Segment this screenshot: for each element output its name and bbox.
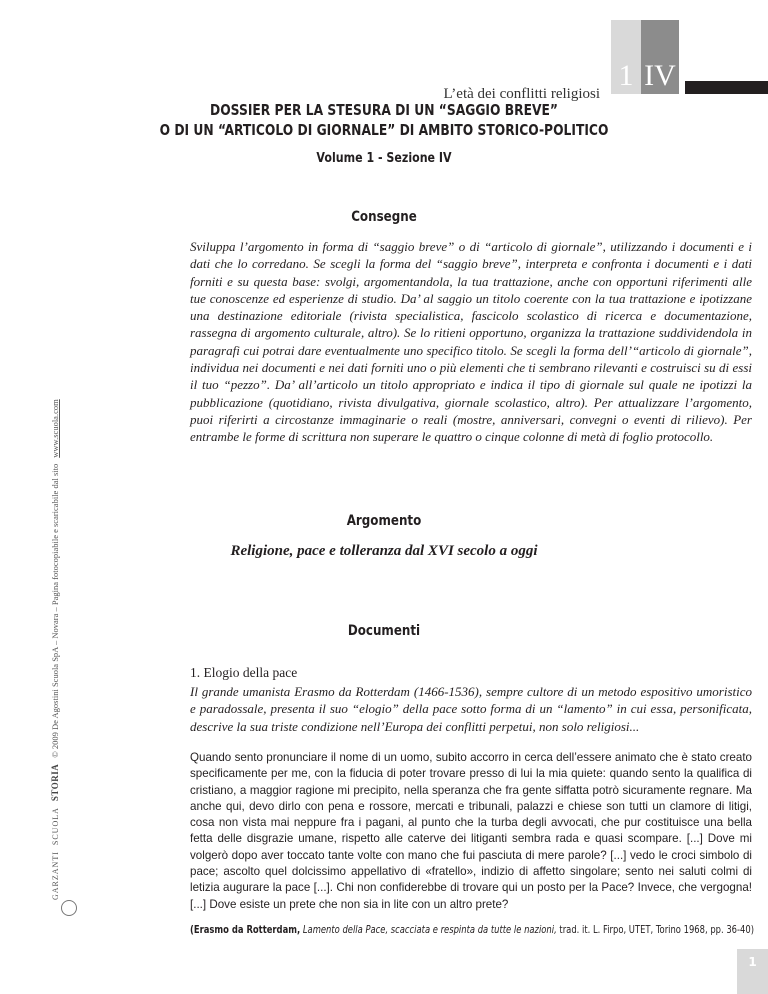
header-bar xyxy=(685,81,768,94)
dossier-title-line2: O DI UN “ARTICOLO DI GIORNALE” DI AMBITO STORICO-POLITICO xyxy=(159,121,609,139)
document-body: Quando sento pronunciare il nome di un uomo, subito accorro in cerca dell’essere animato che è stato creato specificamente per me, con la fiducia di poter trovare presso di lui la mia quiete: quando sento la qualifica di cristiano, a maggior ragione mi precipito, nella speranza che fra gente siffatta potrò sicuramente regnare. Ma anche qui, devo dirlo con pena e rossore, mercati e tribunali, palazzi e chiese son tutti un clamore di litigi, cosa non vista mai neppure fra i pagani, al punto che la turba degli avvocati, che pur costituisce una bella fetta delle disgrazie umane, rispetto alle caterve dei litiganti sembra rada e quasi scompare. [...] Dove mi volgerò dopo aver toccato tante volte con mano che fui pasciuta di mere parole? [...] vedo le croci simbolo di pace; ascolto quel dolcissimo appellativo di «fratello», indizio di affetto singolare; sento nei saluti colmi di letizia augurare la pace [...]. Chi non confiderebbe di trovare qui un posto per la Pace? Invece, che vergogna! [...] Dove esiste un prete che non sia in lite con un altro prete? xyxy=(190,751,752,911)
publisher-strip xyxy=(48,399,62,900)
copyright-text: © 2009 De Agostini Scuola SpA – Novara – Pagina fotocopiabile e scaricabile dal sito xyxy=(50,463,60,758)
publisher-link[interactable]: www.scuola.com xyxy=(50,399,60,458)
dossier-title-line1: DOSSIER PER LA STESURA DI UN “SAGGIO BREVE” xyxy=(209,101,558,119)
volume-tab: 1 xyxy=(611,20,641,94)
argomento-heading: Argomento xyxy=(346,513,422,529)
volume-subtitle: Volume 1 - Sezione IV xyxy=(316,151,452,166)
argomento-title: Religione, pace e tolleranza dal XVI secolo a oggi xyxy=(230,543,538,559)
consegne-heading: Consegne xyxy=(351,209,417,225)
brand-storia: STORIA xyxy=(50,763,60,802)
document-title: 1. Elogio della pace xyxy=(190,665,298,680)
section-tab: IV xyxy=(641,20,679,94)
running-header: L’età dei conflitti religiosi xyxy=(443,86,600,102)
garzanti-logo-icon xyxy=(61,900,77,916)
page-number: 1 xyxy=(737,949,768,994)
citation-work: Lamento della Pace, scacciata e respinta da tutte le nazioni, xyxy=(302,924,557,936)
citation-author: (Erasmo da Rotterdam, xyxy=(190,924,301,936)
consegne-text: Sviluppa l’argomento in forma di “saggio breve” o di “articolo di giornale”, utilizzando i documenti e i dati che lo corredano. Se scegli la forma del “saggio breve”, interpreta e confronta i documenti e i dati forniti e su questa base: svolgi, argomentandola, la tua trattazione, anche con opportuni riferimenti alle tue conoscenze ed esperienze di studio. Da’ al saggio un titolo coerente con la tua trattazione e ipotizzane una destinazione editoriale (rivista specialistica, fascicolo scolastico di ricerca e documentazione, rassegna di argomento culturale, altro). Se lo ritieni opportuno, organizza la trattazione suddividendola in paragrafi cui potrai dare eventualmente uno specifico titolo. Se scegli la forma dell’“articolo di giornale”, individua nei documenti e nei dati forniti uno o più elementi che ti sembrano rilevanti e costruisci su di essi il tuo “pezzo”. Da’ all’articolo un titolo appropriato e indica il tipo di giornale sul quale ne ipotizzi la pubblicazione (quotidiano, rivista divulgativa, giornale scolastico, altro). Per attualizzare l’argomento, puoi riferirti a circostanze immaginarie o reali (mostre, anniversari, convegni o eventi di rilievo). Per entrambe le forme di scrittura non superare le quattro o cinque colonne di metà di foglio protocollo. xyxy=(190,239,752,445)
brand-scuola: SCUOLA xyxy=(50,807,60,846)
brand-garzanti: GARZANTI xyxy=(50,851,60,900)
citation-details: trad. it. L. Firpo, UTET, Torino 1968, pp. 36-40) xyxy=(559,924,755,936)
document-citation xyxy=(190,924,755,936)
document-intro: Il grande umanista Erasmo da Rotterdam (1466-1536), sempre cultore di un metodo espositivo umoristico e paradossale, presenta il suo “elogio” della pace sotto forma di un “lamento” in cui essa, personificata, descrive la sua triste condizione nell’Europa dei conflitti perpetui, non solo religiosi... xyxy=(190,684,752,734)
documenti-heading: Documenti xyxy=(347,623,421,639)
